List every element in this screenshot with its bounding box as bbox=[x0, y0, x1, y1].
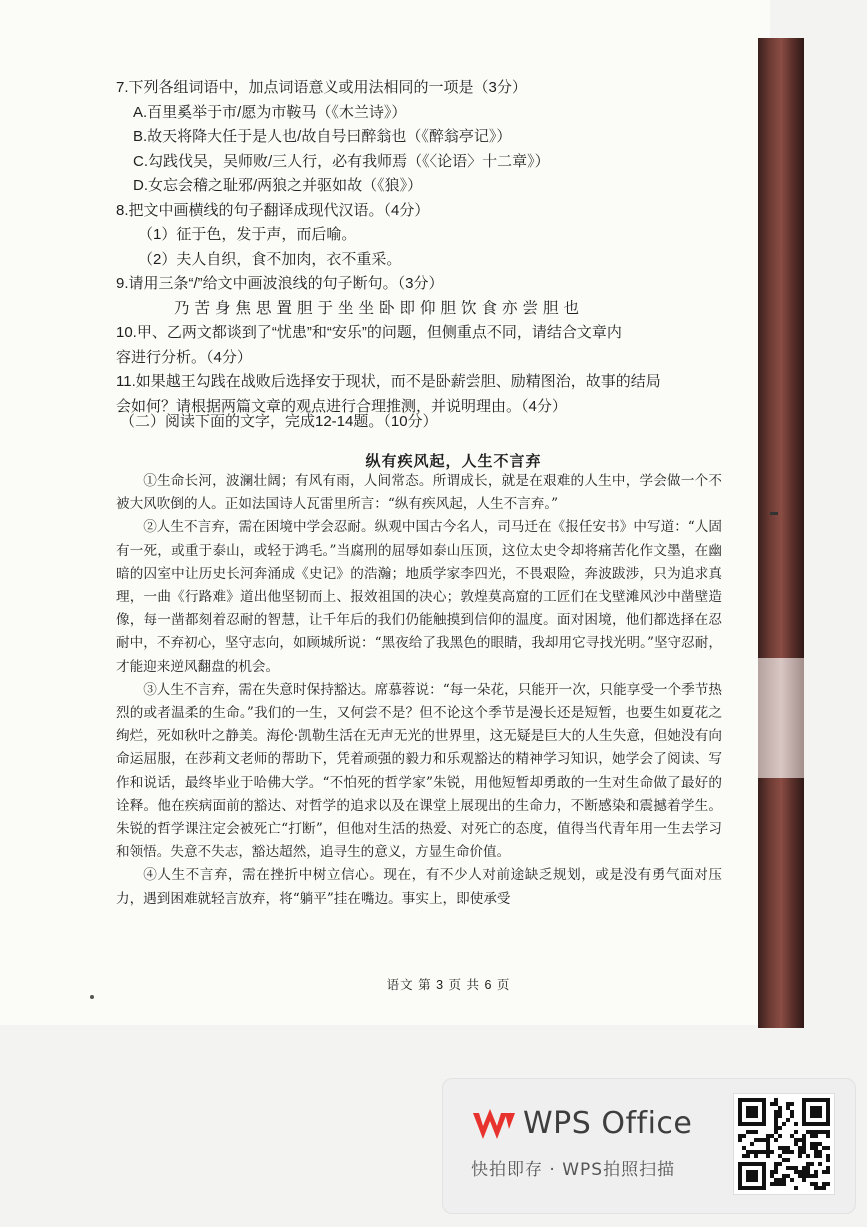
article-paragraph-2: ②人生不言弃，需在困境中学会忍耐。纵观中国古今名人，司马迁在《报任安书》中写道：“人固有一死，或重于泰山，或轻于鸿毛。”当腐刑的屈辱如泰山压顶，这位太史令却将痛苦化作文墨，在幽暗的囚室中让历史长河奔涌成《史记》的浩瀚；地质学家李四光，不畏艰险，奔波跋涉，只为追求真理，一曲《行路难》道出他坚韧而上、报效祖国的决心；敦煌莫高窟的工匠们在戈壁滩风沙中凿壁造像，每一凿都刻着忍耐的智慧，让千年后的我们仍能触摸到信仰的温度。面对困境，他们都选择在忍耐中，不弃初心，坚守志向，如顾城所说：“黑夜给了我黑色的眼睛，我却用它寻找光明。”坚守忍耐，才能迎来逆风翻盘的机会。 bbox=[116, 519, 722, 675]
question-11-line-1: 11.如果越王勾践在战败后选择安于现状，而不是卧薪尝胆、励精图治，故事的结局 bbox=[116, 373, 661, 390]
question-list bbox=[116, 76, 661, 419]
page-footer: 语文 第 3 页 共 6 页 bbox=[386, 978, 511, 992]
question-8-item-2: （2）夫人自织，食不加肉，衣不重采。 bbox=[138, 250, 402, 268]
question-8-item-1: （1）征于色，发于声，而后喻。 bbox=[138, 226, 357, 243]
article-paragraph-3: ③人生不言弃，需在失意时保持豁达。席慕蓉说：“每一朵花，只能开一次，只能享受一个季节热烈的或者温柔的生命。”我们的一生，又何尝不是？但不论这个季节是漫长还是短暂，也要生如夏花之绚烂，死如秋叶之静美。海伦·凯勒生活在无声无光的世界里，这无疑是巨大的人生失意，但她没有向命运屈服，在莎莉文老师的帮助下，凭着顽强的毅力和乐观豁达的精神学习知识，她学会了阅读、写作和说话，最终毕业于哈佛大学。“不怕死的哲学家”朱锐，用他短暂却勇敢的一生对生命做了最好的诠释。他在疾病面前的豁达、对哲学的追求以及在课堂上展现出的生命力，不断感染和震撼着学生。朱锐的哲学课注定会被死亡“打断”，但他对生活的热爱、对死亡的态度，值得当代青年用一生去学习和领悟。失意不失志，豁达超然，追寻生的意义，方显生命价值。 bbox=[116, 681, 722, 861]
article-body bbox=[116, 470, 722, 911]
question-10-line-2: 容进行分析。（4分） bbox=[116, 348, 252, 366]
question-8: 8.把文中画横线的句子翻译成现代汉语。（4分） bbox=[116, 201, 430, 219]
question-10-line-1: 10.甲、乙两文都谈到了“忧患”和“安乐”的问题，但侧重点不同，请结合文章内 bbox=[116, 324, 622, 341]
scan-dot bbox=[90, 995, 94, 999]
option-a: A.百里奚举于市/愿为市鞍马（《木兰诗》） bbox=[133, 103, 407, 121]
option-c: C.勾践伐吴，吴师败/三人行，必有我师焉（《〈论语〉十二章》） bbox=[133, 152, 550, 170]
article-paragraph-1: ①生命长河，波澜壮阔；有风有雨，人间常态。所谓成长，就是在艰难的人生中，学会做一个不被大风吹倒的人。正如法国诗人瓦雷里所言：“纵有疾风起，人生不言弃。” bbox=[116, 473, 722, 513]
qr-code-icon bbox=[733, 1093, 835, 1195]
wps-brand-text: WPS Office bbox=[523, 1106, 693, 1141]
wps-watermark bbox=[442, 1078, 856, 1214]
option-b: B.故天将降大任于是人也/故自号曰醉翁也（《醉翁亭记》） bbox=[133, 128, 512, 145]
book-spine bbox=[758, 38, 804, 1028]
question-11-line-2: 会如何？请根据两篇文章的观点进行合理推测，并说明理由。（4分） bbox=[116, 397, 567, 415]
question-9-sentence: 乃苦身焦思置胆于坐坐卧即仰胆饮食亦尝胆也 bbox=[174, 299, 585, 317]
question-7: 7.下列各组词语中，加点词语意义或用法相同的一项是（3分） bbox=[116, 79, 527, 96]
scan-mark bbox=[770, 512, 778, 515]
article-title: 纵有疾风起，人生不言弃 bbox=[365, 453, 542, 470]
option-d: D.女忘会稽之耻邪/两狼之并驱如故（《狼》） bbox=[133, 177, 423, 194]
article-paragraph-4: ④人生不言弃，需在挫折中树立信心。现在，有不少人对前途缺乏规划，或是没有勇气面对压力，遇到困难就轻言放弃，将“躺平”挂在嘴边。事实上，即使承受 bbox=[116, 867, 722, 907]
question-9: 9.请用三条“/”给文中画波浪线的句子断句。（3分） bbox=[116, 275, 444, 292]
wps-logo-icon bbox=[471, 1109, 517, 1143]
section-heading: （二）阅读下面的文字，完成12-14题。（10分） bbox=[120, 413, 438, 430]
wps-slogan: 快拍即存 · WPS拍照扫描 bbox=[471, 1160, 676, 1180]
